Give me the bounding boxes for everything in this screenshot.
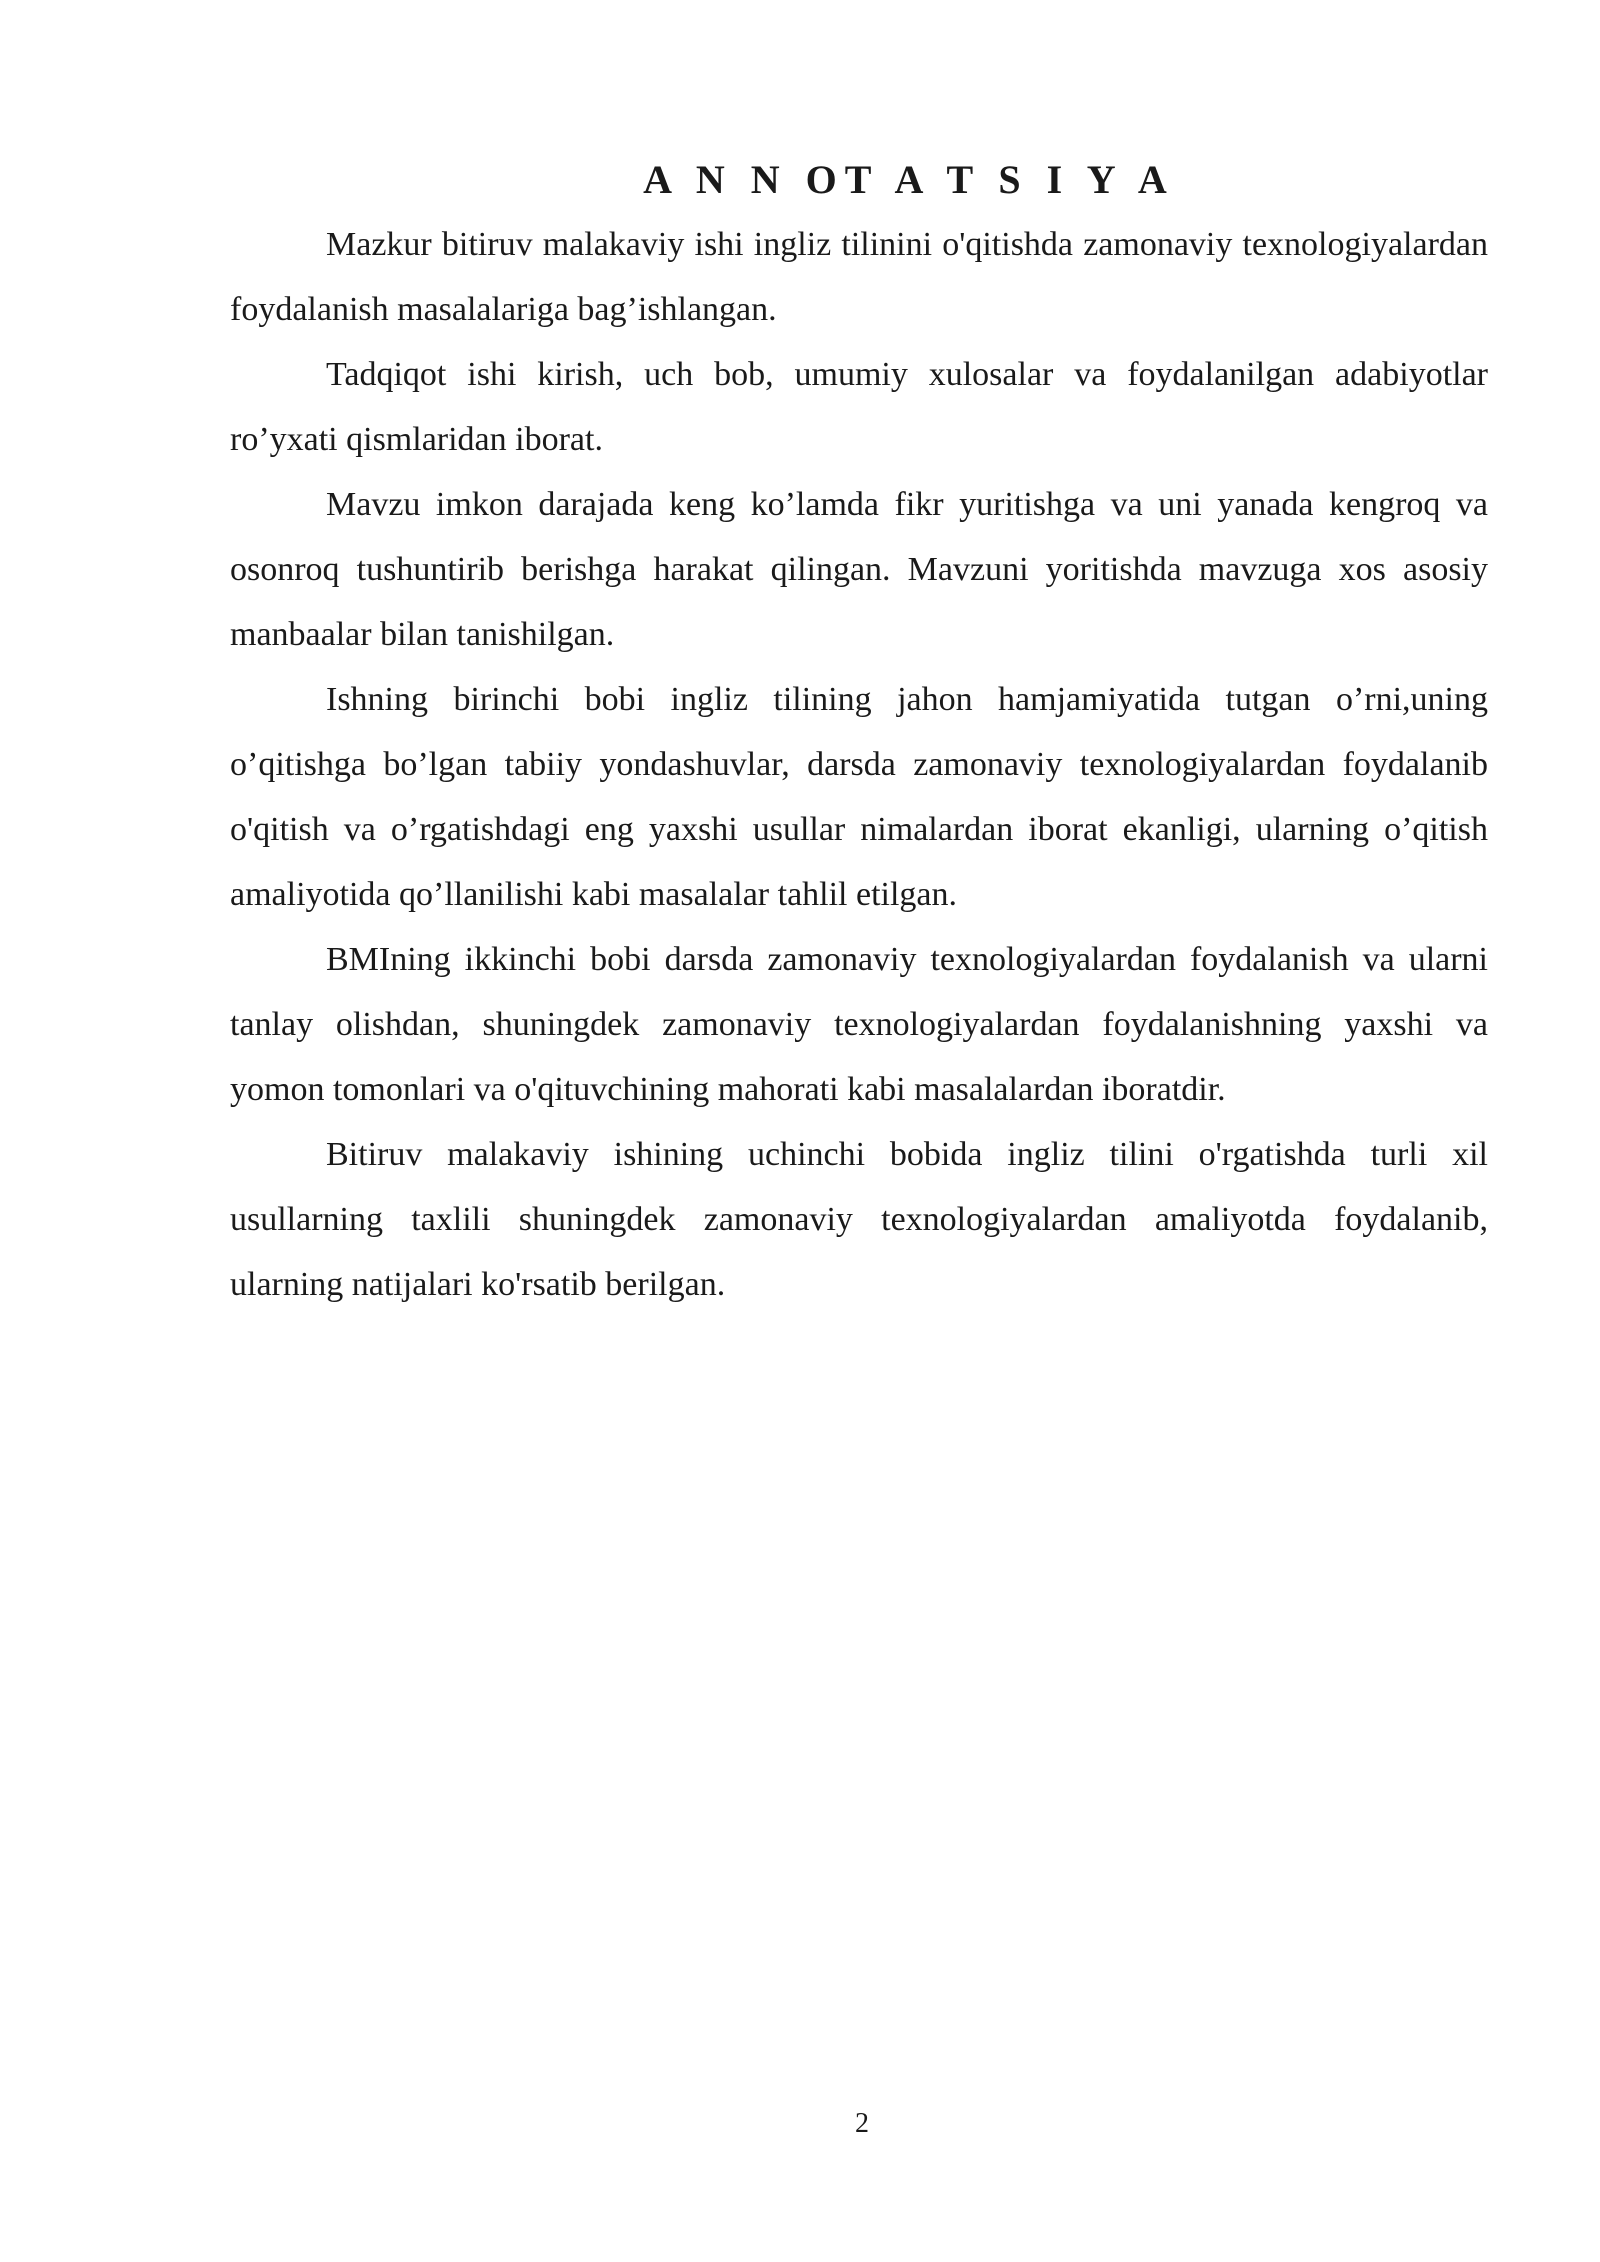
- paragraph-1: Mazkur bitiruv malakaviy ishi ingliz tilinini o'qitishda zamonaviy texnologiyalardan foydalanish masalalariga bag’ishlangan.: [230, 226, 1488, 328]
- paragraph-4: Ishning birinchi bobi ingliz tilining jahon hamjamiyatida tutgan o’rni,uning o’qitishga bo’lgan tabiiy yondashuvlar, darsda zamonaviy texnologiyalardan foydalanib o'qitish va o’rgatishdagi eng yaxshi usullar nimalardan iborat ekanligi, ularning o’qitish amaliyotida qo’llanilishi kabi masalalar tahlil etilgan.: [230, 681, 1488, 913]
- paragraph-3: Mavzu imkon darajada keng ko’lamda fikr yuritishga va uni yanada kengroq va osonroq tushuntirib berishga harakat qilingan. Mavzuni yoritishda mavzuga xos asosiy manbaalar bilan tanishilgan.: [230, 486, 1488, 653]
- paragraph-5: BMIning ikkinchi bobi darsda zamonaviy texnologiyalardan foydalanish va ularni tanlay olishdan, shuningdek zamonaviy texnologiyalardan foydalanishning yaxshi va yomon tomonlari va o'qituvchining mahorati kabi masalalardan iboratdir.: [230, 941, 1488, 1108]
- paragraph-2: Tadqiqot ishi kirish, uch bob, umumiy xulosalar va foydalanilgan adabiyotlar ro’yxati qismlaridan iborat.: [230, 356, 1488, 458]
- page-content: [230, 150, 1488, 1317]
- annotation-title: A N N OT A T S I Y A: [643, 157, 1175, 202]
- page-number: 2: [855, 2108, 869, 2139]
- paragraph-6: Bitiruv malakaviy ishining uchinchi bobida ingliz tilini o'rgatishda turli xil usullarning taxlili shuningdek zamonaviy texnologiyalardan amaliyotda foydalanib, ularning natijalari ko'rsatib berilgan.: [230, 1136, 1488, 1303]
